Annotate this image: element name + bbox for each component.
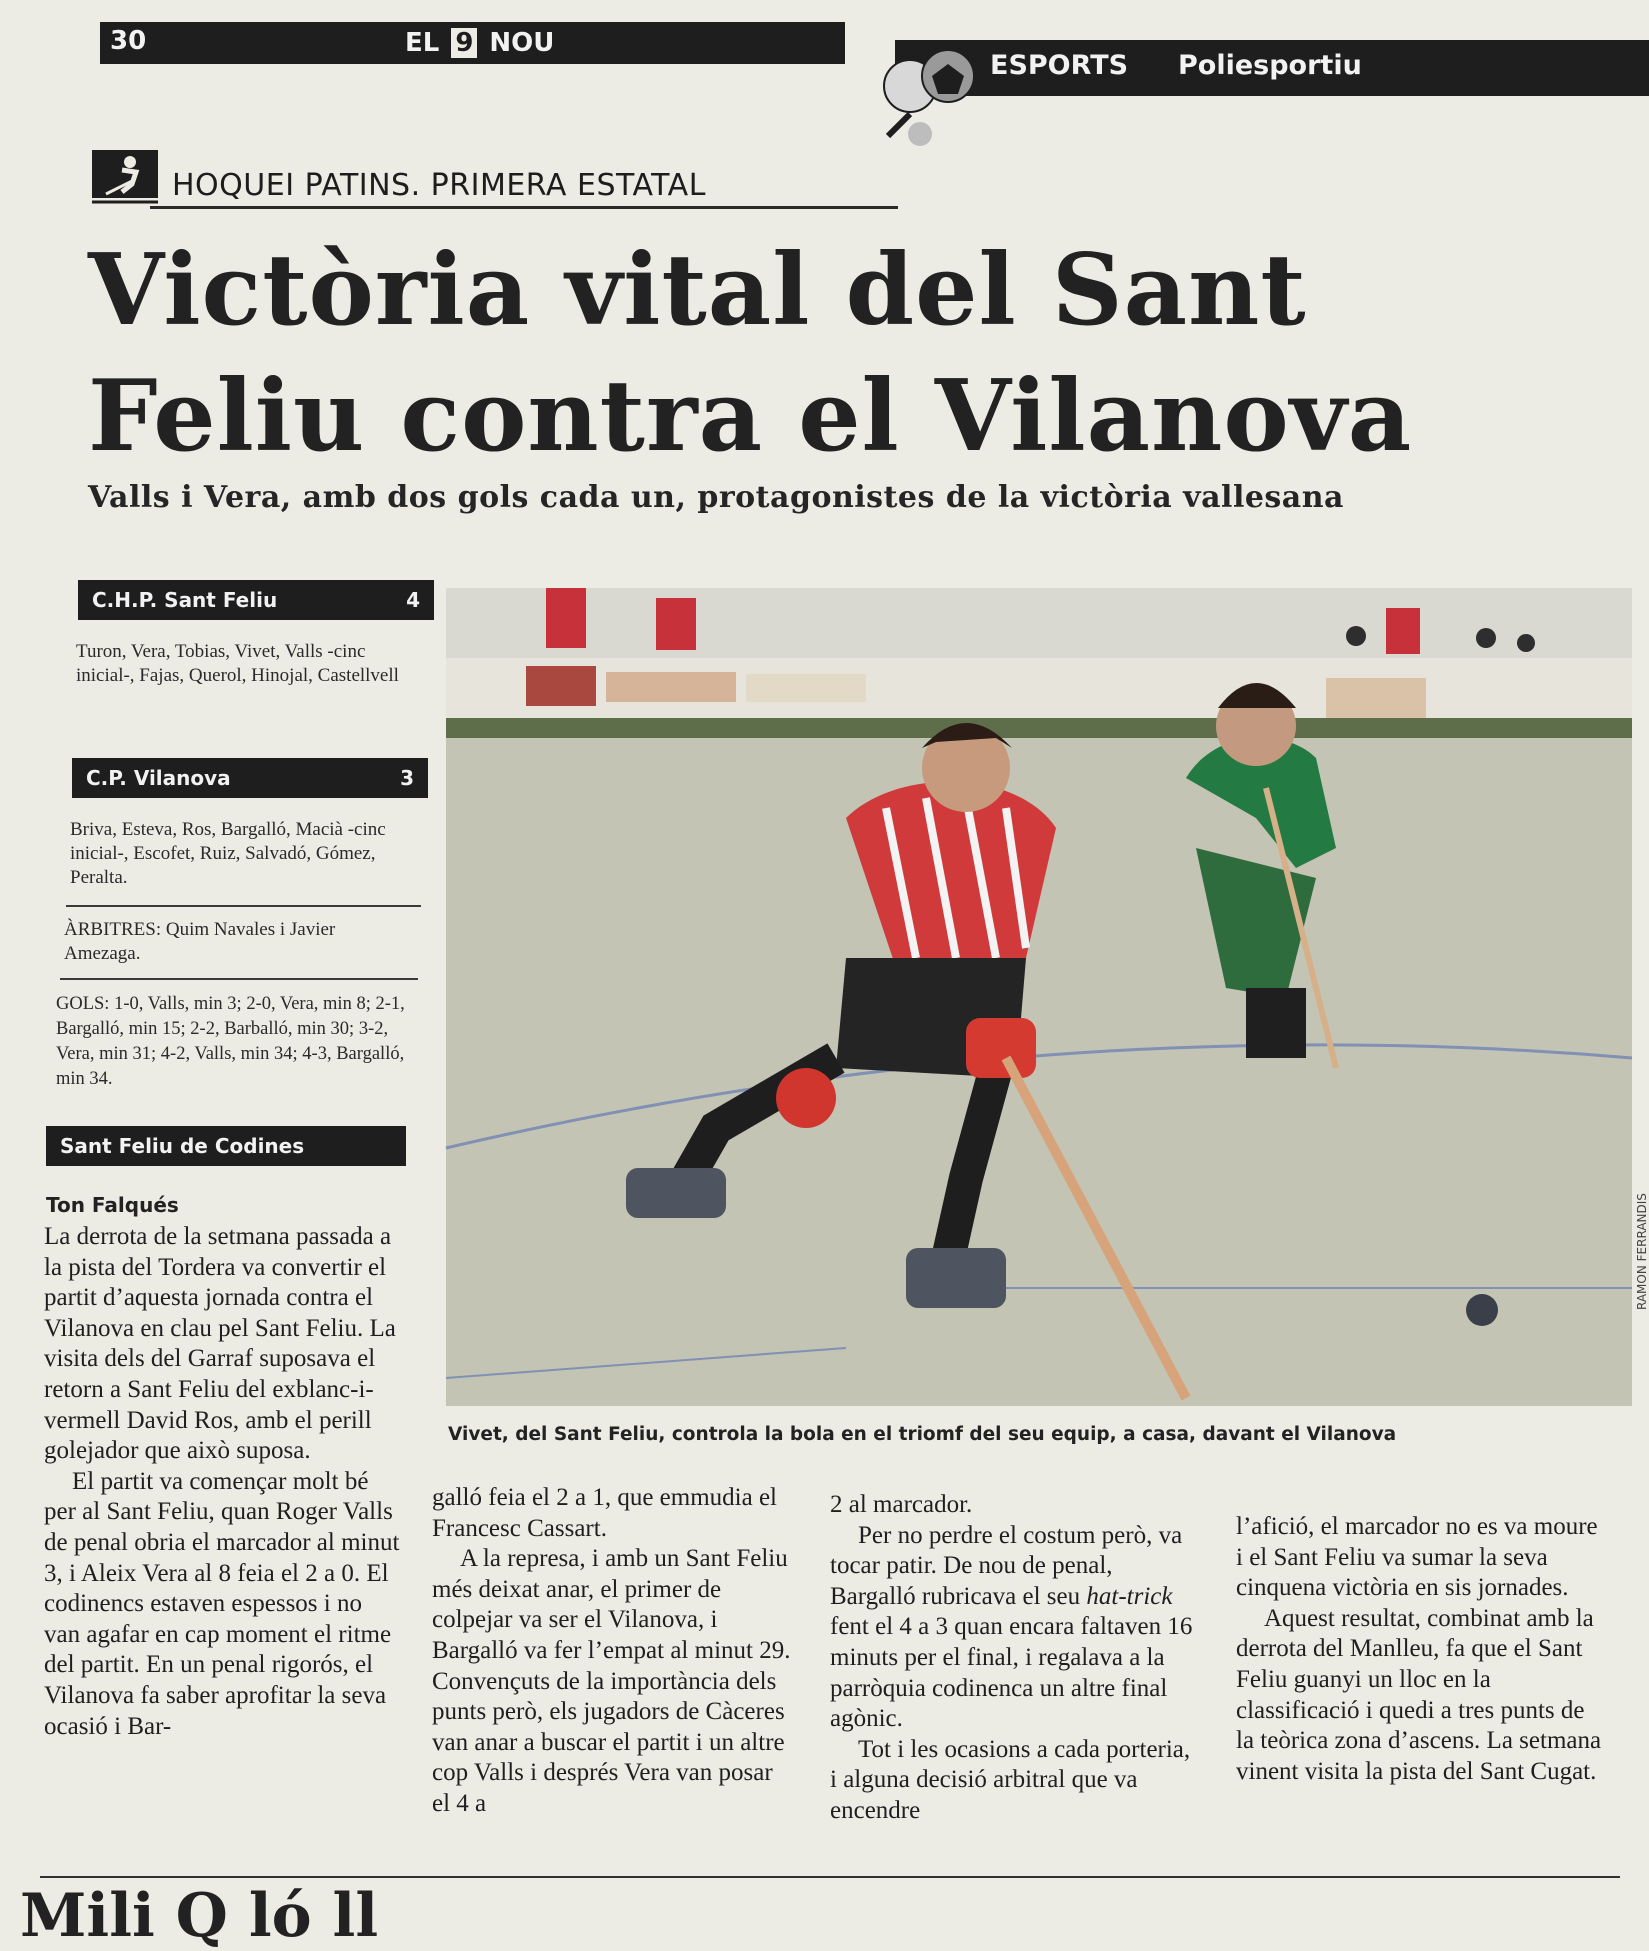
body-text: fent el 4 a 3 quan encara faltaven 16 minuts per el final, i regalava a la parròquia codinenca un altre final agònic. — [830, 1613, 1193, 1733]
body-paragraph — [830, 1521, 1200, 1735]
article-kicker: HOQUEI PATINS. PRIMERA ESTATAL — [172, 168, 706, 203]
article-subheadline: Valls i Vera, amb dos gols cada un, protagonistes de la victòria vallesana — [88, 480, 1344, 515]
subsection-name: Poliesportiu — [1178, 50, 1362, 81]
body-paragraph: 2 al marcador. — [830, 1491, 973, 1518]
photo-caption: Vivet, del Sant Feliu, controla la bola en el triomf del seu equip, a casa, davant el Vilanova — [448, 1424, 1397, 1445]
body-paragraph: Tot i les ocasions a cada porteria, i alguna decisió arbitral que va encendre — [830, 1735, 1191, 1824]
referees: ÀRBITRES: Quim Navales i Javier Amezaga. — [64, 919, 336, 964]
kicker-rule — [150, 206, 898, 209]
photo-credit: RAMON FERRANDIS — [1635, 1193, 1649, 1310]
body-paragraph: galló feia el 2 a 1, que emmudia el Francesc Cassart. — [432, 1484, 778, 1542]
article-byline: Ton Falqués — [46, 1193, 179, 1217]
next-article-headline: Mili Q ló ll — [20, 1881, 379, 1951]
home-team-bar — [78, 580, 434, 620]
away-team-lineup: Briva, Esteva, Ros, Bargalló, Macià -cinc inicial-, Escofet, Ruiz, Salvadó, Gómez, Peralta. — [70, 819, 386, 888]
hockey-ball — [1466, 1294, 1498, 1326]
home-team-name: C.H.P. Sant Feliu — [92, 588, 278, 612]
body-paragraph: l’afició, el marcador no es va moure i el Sant Feliu va sumar la seva cinquena victòria en sis jornades. — [1236, 1513, 1598, 1602]
dateline-location: Sant Feliu de Codines — [60, 1134, 305, 1158]
sidebar-divider — [66, 905, 421, 907]
home-team-score: 4 — [406, 588, 420, 612]
section-name: ESPORTS — [990, 50, 1129, 81]
body-column-3 — [830, 1490, 1200, 1827]
dateline-bar — [46, 1126, 406, 1166]
body-paragraph: A la represa, i amb un Sant Feliu més deixat anar, el primer de colpejar va ser el Vilanova, i Bargalló va fer l’empat al minut 29. Convençuts de la importància dels punts però, els jugadors de Càceres van anar a buscar el partit i un altre cop Valls i després Vera van posar el 4 a — [432, 1545, 791, 1817]
sports-balls-icon — [880, 36, 990, 151]
body-column-2 — [432, 1483, 792, 1820]
goals-summary: GOLS: 1-0, Valls, min 3; 2-0, Vera, min 8; 2-1, Bargalló, min 15; 2-2, Barballó, min 30; 3-2, Vera, min 31; 4-2, Valls, min 34; 4-3, Bargalló, min 34. — [56, 994, 405, 1089]
body-text: Per no perdre el costum però, va tocar patir. De nou de penal, Bargalló rubricava el seu — [830, 1521, 1183, 1610]
body-paragraph: El partit va començar molt bé per al Sant Feliu, quan Roger Valls de penal obria el marcador al minut 3, i Aleix Vera al 8 feia el 2 a 0. El codinencs estaven espessos i no van agafar en cap moment el ritme del partit. En un penal rigorós, el Vilanova fa saber aprofitar la seva ocasió i Bar- — [44, 1467, 400, 1740]
roller-hockey-icon — [92, 150, 158, 205]
brand-el: EL — [405, 28, 440, 58]
sidebar-divider — [60, 978, 418, 980]
page-header-bar — [100, 22, 845, 64]
body-column-1 — [44, 1222, 404, 1742]
home-team-lineup: Turon, Vera, Tobias, Vivet, Valls -cinc inicial-, Fajas, Querol, Hinojal, Castellvell — [76, 641, 399, 686]
match-photo — [446, 588, 1632, 1406]
article-headline: Victòria vital del Sant Feliu contra el Vilanova — [88, 233, 1413, 474]
body-column-4 — [1236, 1512, 1602, 1787]
body-paragraph: La derrota de la setmana passada a la pista del Tordera va convertir el partit d’aquesta jornada contra el Vilanova en clau pel Sant Feliu. La visita dels del Garraf suposava el retorn a Sant Feliu del exblanc-i-vermell David Ros, amb el perill golejador que això suposa. — [44, 1223, 396, 1465]
body-paragraph: Aquest resultat, combinat amb la derrota del Manlleu, fa que el Sant Feliu guanyi un lloc en la classificació i quedi a tres punts de la teòrica zona d’ascens. La setmana vinent visita la pista del Sant Cugat. — [1236, 1604, 1602, 1785]
page-bottom-rule — [40, 1876, 1620, 1878]
away-team-score: 3 — [400, 766, 414, 790]
brand-nine: 9 — [451, 28, 477, 58]
body-emphasis: hat-trick — [1086, 1582, 1173, 1610]
brand-nou: NOU — [489, 28, 555, 58]
away-team-name: C.P. Vilanova — [86, 766, 231, 790]
newspaper-brand — [405, 24, 554, 62]
away-team-bar — [72, 758, 428, 798]
page-number: 30 — [110, 26, 147, 56]
